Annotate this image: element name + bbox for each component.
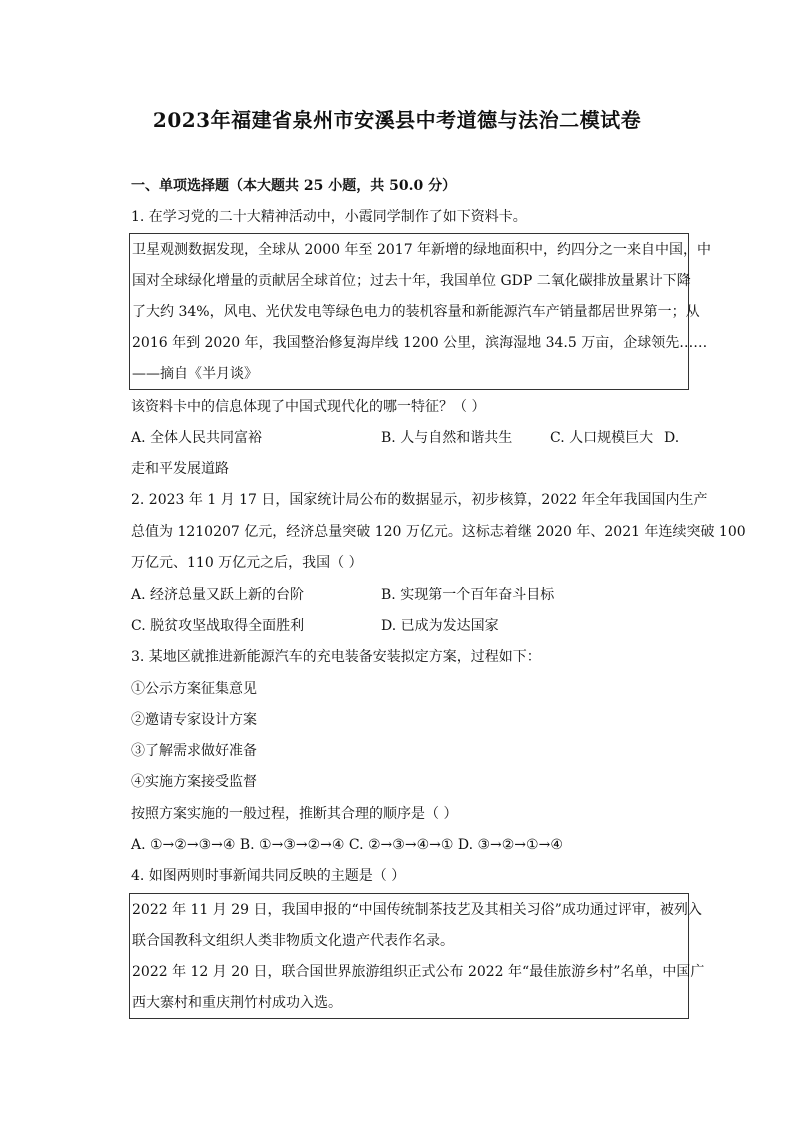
question-1-stem: 1. 在学习党的二十大精神活动中，小霞同学制作了如下资料卡。 [131, 209, 527, 225]
question-3-options: A. ①→②→③→④ B. ①→③→②→④ C. ②→③→④→① D. ③→②→①→④ [131, 837, 563, 853]
option-d-continued: 走和平发展道路 [131, 461, 229, 477]
option-d: D. 已成为发达国家 [381, 618, 499, 634]
step-item: ④实施方案接受监督 [131, 774, 257, 790]
card-line: 了大约 34%，风电、光伏发电等绿色电力的装机容量和新能源汽车产销量都居世界第一；从 [132, 304, 700, 320]
card-source: ——摘自《半月谈》 [132, 366, 258, 382]
step-item: ②邀请专家设计方案 [131, 712, 257, 728]
card-line: 2022 年 11 月 29 日，我国申报的“中国传统制茶技艺及其相关习俗”成功通过评审，被列入 [132, 902, 702, 918]
option-b: B. 人与自然和谐共生 [381, 430, 513, 446]
question-4-stem: 4. 如图两则时事新闻共同反映的主题是（ ） [131, 868, 406, 884]
card-line: 2016 年到 2020 年，我国整治修复海岸线 1200 公里，滨海湿地 34.5 万亩，企球领先…… [132, 335, 708, 351]
card-line: 联合国教科文组织人类非物质文化遗产代表作名录。 [132, 933, 454, 949]
section-heading: 一、单项选择题（本大题共 25 小题，共 50.0 分） [131, 178, 457, 194]
question-3-question: 按照方案实施的一般过程，推断其合理的顺序是（ ） [131, 806, 458, 822]
card-line: 国对全球绿化增量的贡献居全球首位；过去十年，我国单位 GDP 二氧化碳排放量累计下降 [132, 273, 691, 289]
question-2-line: 2. 2023 年 1 月 17 日，国家统计局公布的数据显示，初步核算，2022 年全年我国国内生产 [131, 492, 708, 508]
option-d: D. [664, 430, 680, 446]
card-line: 2022 年 12 月 20 日，联合国世界旅游组织正式公布 2022 年“最佳旅游乡村”名单，中国广 [132, 964, 705, 980]
card-line: 西大寨村和重庆荆竹村成功入选。 [132, 995, 342, 1011]
card-line: 卫星观测数据发现，全球从 2000 年至 2017 年新增的绿地面积中，约四分之一来自中国，中 [132, 242, 712, 258]
question-2-line: 总值为 1210207 亿元，经济总量突破 120 万亿元。这标志着继 2020 年、2021 年连续突破 100 [131, 524, 746, 540]
option-a: A. 经济总量又跃上新的台阶 [131, 587, 305, 603]
option-c: C. 脱贫攻坚战取得全面胜利 [131, 618, 305, 634]
option-c: C. 人口规模巨大 [550, 430, 654, 446]
step-item: ③了解需求做好准备 [131, 743, 257, 759]
question-2-line: 万亿元、110 万亿元之后，我国（ ） [131, 555, 363, 571]
step-item: ①公示方案征集意见 [131, 681, 257, 697]
question-3-stem: 3. 某地区就推进新能源汽车的充电装备安装拟定方案，过程如下： [131, 649, 541, 665]
question-1-question: 该资料卡中的信息体现了中国式现代化的哪一特征？（ ） [131, 399, 486, 415]
question-4-news-card [129, 893, 705, 1019]
question-1-material-card [129, 233, 712, 390]
option-a: A. 全体人民共同富裕 [131, 430, 263, 446]
page-title: 2023年福建省泉州市安溪县中考道德与法治二模试卷 [152, 108, 642, 132]
option-b: B. 实现第一个百年奋斗目标 [381, 587, 555, 603]
